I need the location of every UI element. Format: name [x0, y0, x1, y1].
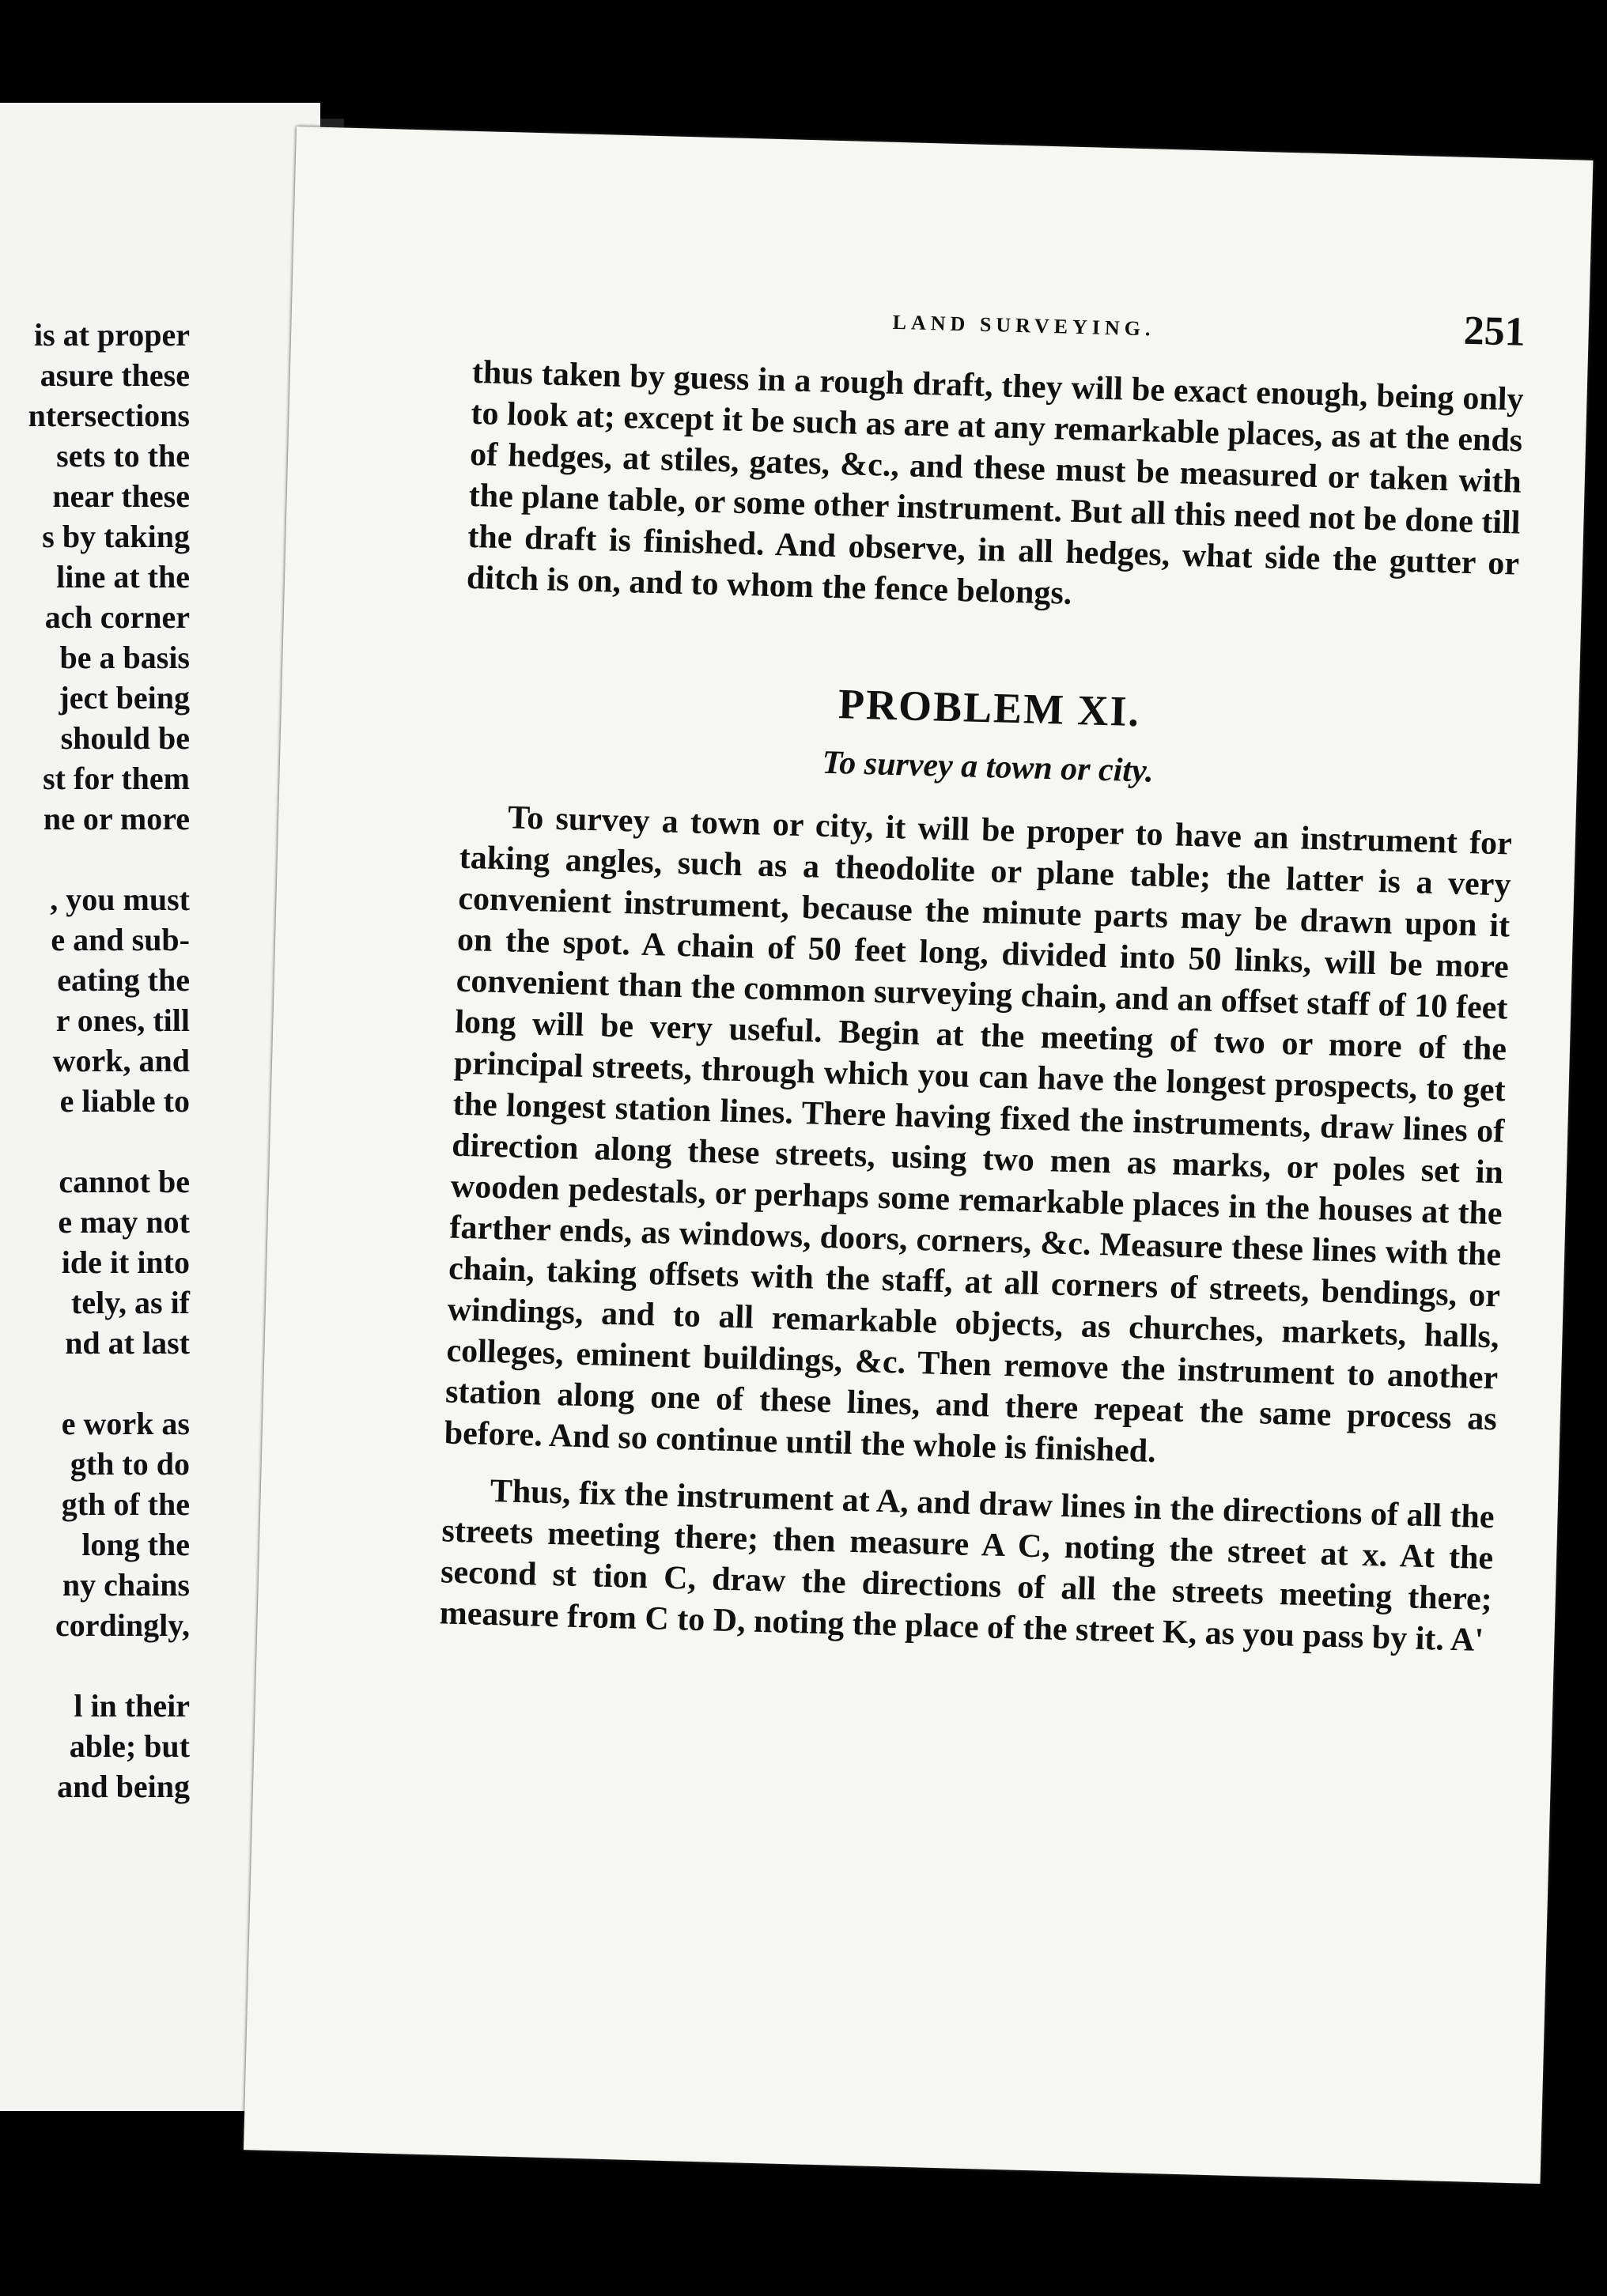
running-head	[473, 281, 1526, 356]
left-page-line: is at proper	[33, 317, 190, 353]
left-page-line: , you must	[50, 882, 190, 917]
left-page-line: ide it into	[61, 1244, 190, 1280]
left-page-line: ach corner	[44, 599, 190, 635]
problem-title: PROBLEM XI.	[838, 680, 1141, 736]
left-page-line: ne or more	[43, 801, 190, 836]
page-content	[439, 281, 1526, 1661]
left-page-line: e and sub-	[51, 922, 190, 957]
left-page-line: work, and	[52, 1043, 190, 1078]
left-page-line: e work as	[61, 1406, 190, 1441]
left-page-line: near these	[52, 478, 190, 514]
left-page-line: ny chains	[62, 1567, 190, 1603]
running-head-title: LAND SURVEYING.	[892, 310, 1155, 341]
page-number: 251	[1463, 308, 1526, 355]
left-page-line: e may not	[58, 1204, 190, 1240]
left-page-line: s by taking	[42, 519, 190, 554]
left-page-line: r ones, till	[55, 1003, 190, 1038]
right-page	[244, 127, 1593, 2184]
left-page-line: cannot be	[59, 1164, 190, 1199]
left-page-line: tely, as if	[71, 1285, 190, 1320]
left-page-line: l in their	[74, 1688, 190, 1724]
paragraph-3: Thus, fix the instrument at A, and draw lines in the directions of all the streets meeting there; then measure A C, noting the street at x. At the second st tion C, draw the directions of all the streets meeting there; measure from C to D, noting the place of the street K, as you pass by it. A'	[439, 1473, 1495, 1659]
left-page-line: eating the	[57, 962, 190, 998]
paragraph-1: thus taken by guess in a rough draft, they will be exact enough, being only to look at; except it be such as are at any remarkable places, as at the ends of hedges, at stiles, gates, &c., and these must be measured or taken with the plane table, or some other instrument. But all this need not be done till the draft is finished. And observe, in all hedges, what side the gutter or ditch is on, and to whom the fence belongs.	[466, 353, 1525, 612]
left-page-line: st for them	[43, 761, 190, 796]
left-page-line: long the	[81, 1527, 190, 1562]
left-page-line: ject being	[59, 680, 190, 716]
left-page-line: asure these	[40, 357, 190, 393]
left-page-line: line at the	[56, 559, 190, 595]
left-page-line: should be	[60, 720, 190, 756]
problem-subtitle: To survey a town or city.	[821, 744, 1155, 790]
left-page-line: and being	[57, 1769, 190, 1804]
left-page-line: sets to the	[56, 438, 190, 474]
left-page-line: e liable to	[59, 1083, 190, 1119]
left-page-line: ntersections	[28, 398, 190, 433]
left-page-line: nd at last	[65, 1325, 190, 1361]
left-page-line: gth to do	[70, 1446, 190, 1482]
left-page-line: able; but	[69, 1728, 190, 1764]
left-page-line: gth of the	[61, 1486, 190, 1522]
left-page-line: cordingly,	[55, 1607, 190, 1643]
paragraph-2: To survey a town or city, it will be proper to have an instrument for taking angles, such as a theodolite or plane table; the latter is a very convenient instrument, because the minute parts may be drawn upon it on the spot. A chain of 50 feet long, divided into 50 links, will be more convenient than the common surveying chain, and an offset staff of 10 feet long will be very useful. Begin at the meeting of two or more of the principal streets, through which you can have the longest prospects, to get the longest station lines. There having fixed the instruments, draw lines of direction along these streets, using two men as marks, or poles set in wooden pedestals, or perhaps some remarkable places in the houses at the farther ends, as windows, doors, corners, &c. Measure these lines with the chain, taking offsets with the staff, at all corners of streets, bendings, or windings, and to all remarkable objects, as churches, markets, halls, colleges, eminent buildings, &c. Then remove the instrument to another station along one of these lines, and there repeat the same process as before. And so continue until the whole is finished.	[444, 799, 1513, 1471]
left-page-line: be a basis	[59, 640, 190, 675]
